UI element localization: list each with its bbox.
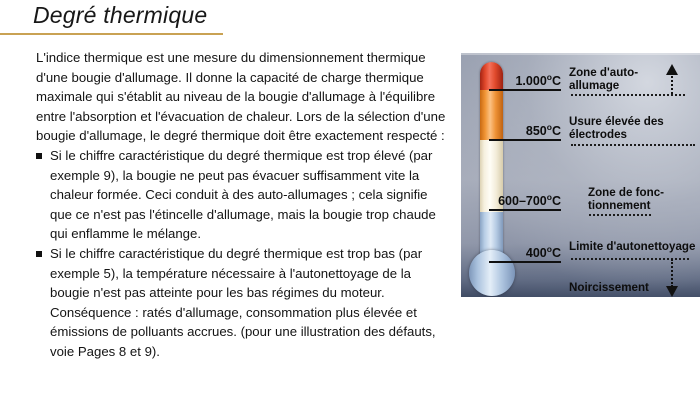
list-item-text: Si le chiffre caractéristique du degré thermique est trop élevé (par exemple 9), la bougie ne peut pas évacuer suffisamment vite la chaleur formée. Ceci conduit à des auto-allumages ; cela signifie que ce n'est pas l'étincelle d'allumage, mais la bougie trop chaude qui enflamme le mélange. [50, 147, 436, 242]
zone-line-2: allumage [569, 79, 620, 92]
temp-label-1000c: 1.000$^o$C [515, 71, 561, 88]
zone-label-auto-allumage [569, 66, 638, 92]
title-underline-rule [0, 33, 223, 35]
tick-1000c [489, 89, 561, 91]
dotted-rule-usure-electrodes [571, 144, 695, 146]
zone-line-1: Zone de fonc- [588, 186, 664, 199]
arrow-down-stem [671, 259, 673, 287]
zone-label-limite-autonettoyage [569, 240, 695, 253]
tick-600-700c [489, 209, 561, 211]
article-body [36, 48, 446, 362]
thermometer-diagram-panel [461, 53, 700, 297]
tick-850c [489, 139, 561, 141]
zone-label-usure-electrodes [569, 115, 664, 141]
page-title: Degré thermique [33, 2, 208, 28]
temp-label-400c: 400$^o$C [525, 243, 561, 260]
panel-top-highlight [461, 53, 700, 55]
zone-line-1: Limite d'autonettoyage [569, 240, 696, 253]
square-bullet-icon [36, 251, 42, 257]
zone-line-1: Zone d'auto- [569, 66, 639, 79]
tube-segment-orange [480, 90, 503, 140]
list-item [36, 146, 446, 244]
zone-line-2: électrodes [569, 128, 627, 141]
square-bullet-icon [36, 153, 42, 159]
zone-label-fonctionnement [588, 186, 664, 212]
bullet-list [36, 146, 446, 362]
zone-line-2: tionnement [588, 199, 651, 212]
tube-segment-red [480, 62, 503, 90]
dotted-rule-auto-allumage [571, 94, 685, 96]
temp-label-600-700c: 600–700$^o$C [498, 191, 561, 208]
arrow-up-stem [671, 76, 673, 94]
dotted-rule-fonctionnement [589, 214, 651, 216]
zone-line-1: Noircissement [569, 281, 649, 294]
tick-400c [489, 261, 561, 263]
list-item [36, 244, 446, 362]
intro-paragraph: L'indice thermique est une mesure du dimensionnement thermique d'une bougie d'allumage. Il donne la capacité de charge thermique maximale qui s'établit au niveau de la bougie d'allumage à l'équilibre entre l'absorption et l'évacuation de chaleur. Lors de la sélection d'une bougie d'allumage, le degré thermique doit être exactement respecté : [36, 50, 446, 144]
zone-label-noircissement [569, 281, 649, 294]
list-item-text: Si le chiffre caractéristique du degré thermique est trop bas (par exemple 5), la température nécessaire à l'autonettoyage de la bougie n'est pas atteinte pour les bas régimes du moteur. Conséquence : ratés d'allumage, consommation plus élevée et émissions de polluants accrues. (pour une illustration des défauts, voie Pages 8 et 9). [50, 245, 436, 359]
arrow-up-icon [666, 64, 678, 75]
zone-line-1: Usure élevée des [569, 115, 664, 128]
temp-label-850c: 850$^o$C [525, 121, 561, 138]
thermometer-tube [480, 62, 503, 264]
arrow-down-icon [666, 286, 678, 297]
